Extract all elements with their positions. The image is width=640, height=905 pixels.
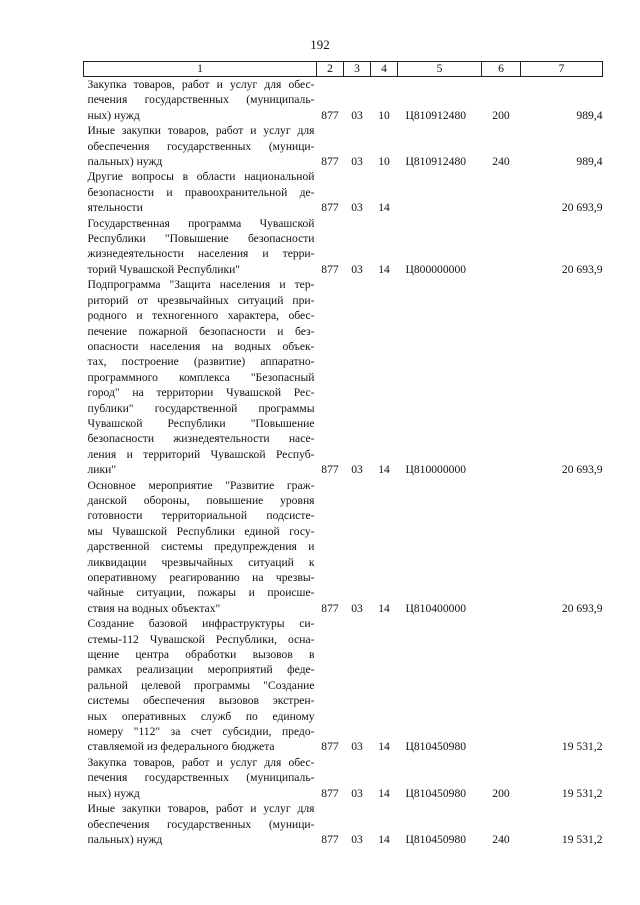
table-row [84, 616, 603, 755]
expense-name-line: Чувашской Республики "Повышение [87, 416, 315, 430]
table-row [84, 77, 603, 124]
subsection-code: 10 [378, 108, 390, 122]
page-number: 192 [310, 37, 330, 52]
expense-name-line: мы Чувашской Республики единой госу- [87, 524, 315, 538]
expense-name-line: печение пожарной безопасности и без- [87, 324, 315, 338]
expense-name-line: стемы-112 Чувашской Республики, осна- [87, 632, 315, 646]
expense-name-line: ставляемой из федерального бюджета [87, 740, 275, 754]
expense-name-line: ятельности [87, 201, 143, 215]
expense-name-line: тах, построение (развитие) аппаратно- [87, 355, 315, 369]
ministry-code: 877 [321, 463, 339, 477]
expense-name-line: ления и территорий Чувашской Респуб- [87, 447, 315, 461]
table-row [84, 216, 603, 278]
expense-name [84, 801, 317, 847]
section-code: 03 [351, 832, 363, 846]
expense-name [84, 616, 317, 755]
expense-name-line: риторий от чрезвычайных ситуаций при- [87, 293, 315, 307]
expense-name-line: ных оперативных служб по единому [87, 709, 315, 723]
expense-name-line: Другие вопросы в области национальной [87, 170, 315, 184]
expense-name-line: безопасности жизнедеятельности насе- [87, 432, 315, 446]
amount: 20 693,9 [561, 201, 603, 215]
expense-name-line: Закупка товаров, работ и услуг для обес- [87, 78, 315, 91]
ministry-code: 877 [321, 786, 339, 800]
expense-name-line: Создание базовой инфраструктуры си- [87, 617, 315, 631]
section-code: 03 [351, 155, 363, 169]
expense-name-line: обеспечения государственных (муници- [87, 817, 315, 831]
expense-type-code [482, 277, 521, 477]
column-header-6: 6 [482, 62, 521, 77]
expense-name-line: печения государственных (муниципаль- [87, 93, 315, 107]
target-article-code: Ц810450980 [405, 786, 467, 800]
ministry-code: 877 [321, 601, 339, 615]
expense-name [84, 216, 317, 278]
target-article-code: Ц810912480 [405, 155, 467, 169]
expense-name-line: Иные закупки товаров, работ и услуг для [87, 802, 315, 816]
subsection-code: 14 [378, 786, 390, 800]
amount: 20 693,9 [561, 262, 603, 276]
table-row [84, 123, 603, 169]
expense-type-code: 240 [492, 155, 510, 169]
subsection-code: 10 [378, 155, 390, 169]
expense-name-line: ствия на водных объектах" [87, 601, 221, 615]
expense-type-code: 200 [492, 786, 510, 800]
table-row [84, 801, 603, 847]
column-header-7: 7 [521, 62, 603, 77]
table-row [84, 755, 603, 801]
expense-type-code: 200 [492, 108, 510, 122]
expense-name-line: номеру "112" за счет субсидии, предо- [87, 725, 315, 739]
column-header-5: 5 [398, 62, 482, 77]
expense-name-line: лики" [87, 463, 117, 477]
section-code: 03 [351, 262, 363, 276]
expense-name [84, 77, 317, 124]
expense-type-code [482, 478, 521, 617]
target-article-code: Ц810000000 [405, 463, 467, 477]
subsection-code: 14 [378, 601, 390, 615]
expense-name-line: чайные ситуации, пожары и происше- [87, 586, 315, 600]
expense-name-line: родного и техногенного характера, обес- [87, 309, 315, 323]
expense-name-line: данской обороны, повышение уровня [87, 493, 315, 507]
expense-name [84, 478, 317, 617]
expense-name-line: ных) нужд [87, 108, 140, 122]
subsection-code: 14 [378, 740, 390, 754]
amount: 19 531,2 [561, 832, 603, 846]
table-body [84, 77, 603, 848]
expense-name-line: Республики "Повышение безопасности [87, 232, 315, 246]
expense-name [84, 123, 317, 169]
expense-name-line: Закупка товаров, работ и услуг для обес- [87, 755, 315, 769]
subsection-code: 14 [378, 262, 390, 276]
budget-table [83, 61, 603, 847]
column-header-2: 2 [317, 62, 344, 77]
amount: 20 693,9 [561, 463, 603, 477]
column-header-4: 4 [371, 62, 398, 77]
expense-name-line: оперативному реагированию на чрезвы- [87, 571, 315, 584]
expense-name-line: Подпрограмма "Защита населения и тер- [87, 278, 315, 292]
expense-name-line: ральной целевой программы "Создание [87, 678, 315, 692]
subsection-code: 14 [378, 463, 390, 477]
amount: 989,4 [576, 155, 603, 169]
expense-name-line: программного комплекса "Безопасный [87, 370, 315, 384]
section-code: 03 [351, 201, 363, 215]
expense-name-line: ных) нужд [87, 786, 140, 800]
amount: 989,4 [576, 108, 603, 122]
section-code: 03 [351, 463, 363, 477]
table-row [84, 478, 603, 617]
ministry-code: 877 [321, 740, 339, 754]
expense-name-line: безопасности и правоохранительной де- [87, 185, 315, 199]
expense-name-line: печения государственных (муниципаль- [87, 771, 315, 785]
expense-name-line: пальных) нужд [87, 832, 163, 846]
expense-name-line: пальных) нужд [87, 155, 163, 169]
target-article-code: Ц810912480 [405, 108, 467, 122]
expense-name-line: щение центра обработки вызовов в [87, 648, 315, 662]
expense-name-line: обеспечения государственных (муници- [87, 139, 315, 153]
ministry-code: 877 [321, 108, 339, 122]
expense-type-code [482, 216, 521, 278]
expense-type-code [482, 616, 521, 755]
target-article-code: Ц800000000 [405, 262, 467, 276]
expense-name-line: рамках реализации мероприятий феде- [87, 663, 315, 677]
table-header [84, 62, 603, 77]
section-code: 03 [351, 601, 363, 615]
expense-name-line: ликвидации чрезвычайных ситуаций к [87, 555, 315, 569]
expense-name-line: публики" государственной программы [87, 401, 315, 415]
expense-name-line: торий Чувашской Республики" [87, 262, 241, 276]
expense-name-line: дарственной системы предупреждения и [87, 540, 315, 554]
table-row [84, 169, 603, 215]
section-code: 03 [351, 740, 363, 754]
expense-name-line: опасности населения на водных объек- [87, 339, 315, 353]
subsection-code: 14 [378, 832, 390, 846]
expense-name-line: Основное мероприятие "Развитие граж- [87, 478, 315, 492]
expense-name-line: жизнедеятельности населения и терри- [87, 247, 315, 261]
subsection-code: 14 [378, 201, 390, 215]
target-article-code: Ц810400000 [405, 601, 467, 615]
amount: 20 693,9 [561, 601, 603, 615]
table-row [84, 277, 603, 477]
amount: 19 531,2 [561, 786, 603, 800]
ministry-code: 877 [321, 155, 339, 169]
expense-name-line: Государственная программа Чувашской [87, 216, 315, 230]
expense-name-line: готовности территориальной подсисте- [87, 509, 315, 523]
expense-name-line: Иные закупки товаров, работ и услуг для [87, 124, 315, 138]
amount: 19 531,2 [561, 740, 603, 754]
ministry-code: 877 [321, 262, 339, 276]
expense-type-code [482, 169, 521, 215]
expense-name [84, 169, 317, 215]
header-row [84, 62, 603, 77]
column-header-3: 3 [344, 62, 371, 77]
expense-name-line: город" на территории Чувашской Рес- [87, 386, 315, 400]
target-article-code: Ц810450980 [405, 832, 467, 846]
expense-name [84, 277, 317, 477]
expense-type-code: 240 [492, 832, 510, 846]
expense-name-line: системы обеспечения вызовов экстрен- [87, 694, 315, 708]
target-article-code: Ц810450980 [405, 740, 467, 754]
section-code: 03 [351, 108, 363, 122]
section-code: 03 [351, 786, 363, 800]
ministry-code: 877 [321, 201, 339, 215]
target-article-code [398, 169, 482, 215]
ministry-code: 877 [321, 832, 339, 846]
column-header-1: 1 [84, 62, 317, 77]
expense-name [84, 755, 317, 801]
